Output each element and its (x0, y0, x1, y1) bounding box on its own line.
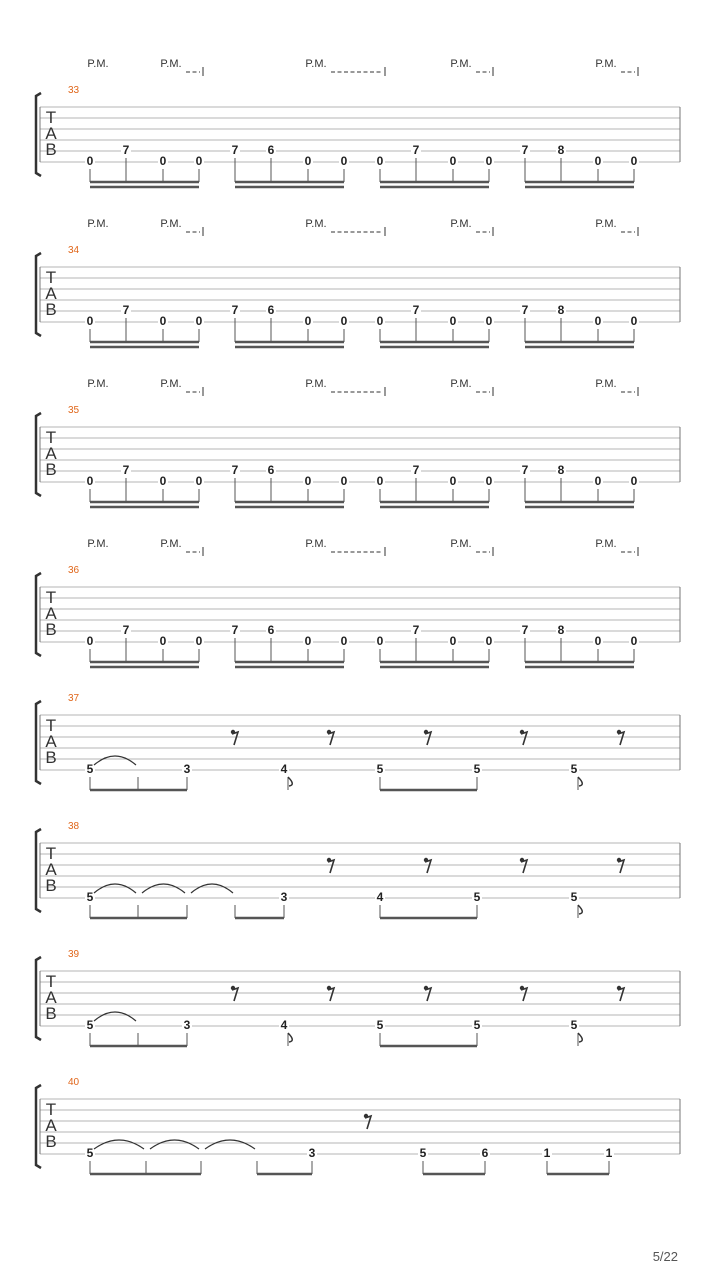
fret-number: 4 (280, 762, 288, 776)
palm-mute-label: P.M. (87, 218, 109, 230)
tab-clef-t: T (45, 268, 57, 287)
tie-arc (94, 756, 136, 765)
tab-clef-a: A (45, 284, 57, 303)
palm-mute-label: P.M. (87, 378, 109, 390)
tab-clef-a: A (45, 988, 57, 1007)
palm-mute-label: P.M. (450, 378, 472, 390)
fret-number: 0 (340, 634, 348, 648)
tab-system-40 (36, 1077, 680, 1174)
eighth-rest (328, 860, 334, 873)
fret-number: 4 (376, 890, 384, 904)
tab-clef-t: T (45, 844, 57, 863)
fret-number: 7 (231, 143, 239, 157)
tie-arc (191, 884, 233, 893)
fret-number: 7 (412, 463, 420, 477)
eighth-rest (618, 860, 624, 873)
palm-mute-label: P.M. (450, 58, 472, 70)
measure-number: 36 (68, 565, 80, 576)
palm-mute-label: P.M. (595, 538, 617, 550)
measure-number: 35 (68, 405, 80, 416)
fret-number: 3 (308, 1146, 316, 1160)
fret-number: 7 (122, 463, 130, 477)
fret-number: 5 (473, 1018, 481, 1032)
fret-number: 0 (594, 314, 602, 328)
tab-clef-b: B (45, 460, 57, 479)
fret-number: 0 (304, 634, 312, 648)
eighth-rest (328, 988, 334, 1001)
fret-number: 0 (195, 314, 203, 328)
fret-number: 0 (449, 634, 457, 648)
fret-number: 0 (159, 634, 167, 648)
palm-mute-label: P.M. (450, 538, 472, 550)
palm-mute-label: P.M. (160, 218, 182, 230)
measure-number: 40 (68, 1077, 80, 1088)
fret-number: 7 (412, 303, 420, 317)
tie-arc (150, 1140, 199, 1149)
tab-system-37 (36, 693, 680, 790)
tab-clef-b: B (45, 140, 57, 159)
fret-number: 1 (543, 1146, 551, 1160)
tab-clef-b: B (45, 620, 57, 639)
eighth-rest (328, 732, 334, 745)
eighth-rest (618, 732, 624, 745)
fret-number: 0 (304, 154, 312, 168)
fret-number: 0 (449, 474, 457, 488)
fret-number: 7 (521, 463, 529, 477)
fret-number: 0 (304, 314, 312, 328)
tab-clef-t: T (45, 428, 57, 447)
fret-number: 5 (473, 890, 481, 904)
measure-number: 38 (68, 821, 80, 832)
fret-number: 7 (122, 623, 130, 637)
tab-system-34 (36, 218, 680, 347)
palm-mute-label: P.M. (305, 218, 327, 230)
tab-clef-a: A (45, 444, 57, 463)
tab-clef-a: A (45, 1116, 57, 1135)
tie-arc (142, 884, 185, 893)
fret-number: 3 (183, 1018, 191, 1032)
fret-number: 5 (570, 890, 578, 904)
tie-arc (94, 1012, 136, 1021)
palm-mute-label: P.M. (305, 378, 327, 390)
eighth-rest (521, 732, 527, 745)
fret-number: 5 (86, 1146, 94, 1160)
eighth-rest (521, 988, 527, 1001)
fret-number: 0 (86, 474, 94, 488)
fret-number: 8 (557, 143, 565, 157)
tab-clef-b: B (45, 1004, 57, 1023)
fret-number: 0 (86, 154, 94, 168)
fret-number: 0 (485, 154, 493, 168)
fret-number: 0 (485, 474, 493, 488)
tab-system-38 (36, 821, 680, 918)
fret-number: 7 (122, 303, 130, 317)
fret-number: 7 (521, 143, 529, 157)
fret-number: 7 (231, 463, 239, 477)
measure-number: 34 (68, 245, 80, 256)
fret-number: 7 (122, 143, 130, 157)
tab-clef-b: B (45, 748, 57, 767)
tab-clef-b: B (45, 1132, 57, 1151)
fret-number: 0 (630, 634, 638, 648)
fret-number: 0 (340, 154, 348, 168)
fret-number: 7 (412, 143, 420, 157)
fret-number: 0 (159, 474, 167, 488)
fret-number: 0 (594, 154, 602, 168)
tab-system-39 (36, 949, 680, 1046)
palm-mute-label: P.M. (160, 538, 182, 550)
tab-system-35 (36, 378, 680, 507)
fret-number: 0 (376, 154, 384, 168)
measure-number: 33 (68, 85, 80, 96)
fret-number: 5 (473, 762, 481, 776)
fret-number: 7 (412, 623, 420, 637)
fret-number: 0 (195, 154, 203, 168)
tab-clef-t: T (45, 108, 57, 127)
note-flag (578, 1033, 582, 1042)
fret-number: 0 (449, 154, 457, 168)
tab-clef-a: A (45, 604, 57, 623)
fret-number: 6 (267, 463, 275, 477)
tab-clef-t: T (45, 972, 57, 991)
note-flag (578, 905, 582, 914)
fret-number: 0 (195, 474, 203, 488)
fret-number: 8 (557, 623, 565, 637)
fret-number: 0 (630, 474, 638, 488)
fret-number: 0 (630, 154, 638, 168)
note-flag (288, 777, 292, 786)
palm-mute-label: P.M. (595, 378, 617, 390)
fret-number: 1 (605, 1146, 613, 1160)
fret-number: 0 (594, 474, 602, 488)
tab-clef-a: A (45, 124, 57, 143)
fret-number: 0 (485, 314, 493, 328)
eighth-rest (425, 732, 431, 745)
page-number: 5/22 (652, 1249, 678, 1264)
eighth-rest (365, 1116, 371, 1129)
fret-number: 5 (570, 1018, 578, 1032)
fret-number: 0 (376, 314, 384, 328)
fret-number: 0 (340, 314, 348, 328)
eighth-rest (618, 988, 624, 1001)
fret-number: 0 (376, 634, 384, 648)
fret-number: 0 (195, 634, 203, 648)
fret-number: 0 (630, 314, 638, 328)
note-flag (578, 777, 582, 786)
eighth-rest (521, 860, 527, 873)
fret-number: 8 (557, 303, 565, 317)
tab-clef-t: T (45, 588, 57, 607)
fret-number: 5 (86, 1018, 94, 1032)
eighth-rest (425, 988, 431, 1001)
fret-number: 7 (231, 303, 239, 317)
fret-number: 0 (159, 154, 167, 168)
fret-number: 0 (376, 474, 384, 488)
fret-number: 8 (557, 463, 565, 477)
fret-number: 7 (521, 623, 529, 637)
tab-clef-b: B (45, 300, 57, 319)
note-flag (288, 1033, 292, 1042)
fret-number: 5 (419, 1146, 427, 1160)
fret-number: 0 (449, 314, 457, 328)
measure-number: 37 (68, 693, 80, 704)
fret-number: 0 (159, 314, 167, 328)
fret-number: 0 (340, 474, 348, 488)
palm-mute-label: P.M. (87, 58, 109, 70)
tie-arc (205, 1140, 255, 1149)
tab-system-36 (36, 538, 680, 667)
fret-number: 7 (231, 623, 239, 637)
fret-number: 0 (86, 314, 94, 328)
fret-number: 5 (376, 1018, 384, 1032)
tab-system-33 (36, 58, 680, 187)
tab-clef-a: A (45, 860, 57, 879)
palm-mute-label: P.M. (305, 58, 327, 70)
fret-number: 5 (376, 762, 384, 776)
fret-number: 0 (485, 634, 493, 648)
palm-mute-label: P.M. (450, 218, 472, 230)
fret-number: 0 (86, 634, 94, 648)
fret-number: 6 (267, 143, 275, 157)
fret-number: 3 (183, 762, 191, 776)
eighth-rest (425, 860, 431, 873)
fret-number: 5 (570, 762, 578, 776)
palm-mute-label: P.M. (595, 218, 617, 230)
fret-number: 5 (86, 890, 94, 904)
eighth-rest (232, 732, 238, 745)
tie-arc (94, 1140, 144, 1149)
palm-mute-label: P.M. (305, 538, 327, 550)
tab-clef-b: B (45, 876, 57, 895)
fret-number: 6 (481, 1146, 489, 1160)
eighth-rest (232, 988, 238, 1001)
fret-number: 6 (267, 623, 275, 637)
tie-arc (94, 884, 136, 893)
fret-number: 5 (86, 762, 94, 776)
palm-mute-label: P.M. (87, 538, 109, 550)
palm-mute-label: P.M. (160, 378, 182, 390)
measure-number: 39 (68, 949, 80, 960)
fret-number: 0 (304, 474, 312, 488)
palm-mute-label: P.M. (160, 58, 182, 70)
fret-number: 0 (594, 634, 602, 648)
tab-clef-t: T (45, 1100, 57, 1119)
fret-number: 6 (267, 303, 275, 317)
tab-clef-t: T (45, 716, 57, 735)
fret-number: 3 (280, 890, 288, 904)
fret-number: 4 (280, 1018, 288, 1032)
palm-mute-label: P.M. (595, 58, 617, 70)
tab-clef-a: A (45, 732, 57, 751)
fret-number: 7 (521, 303, 529, 317)
